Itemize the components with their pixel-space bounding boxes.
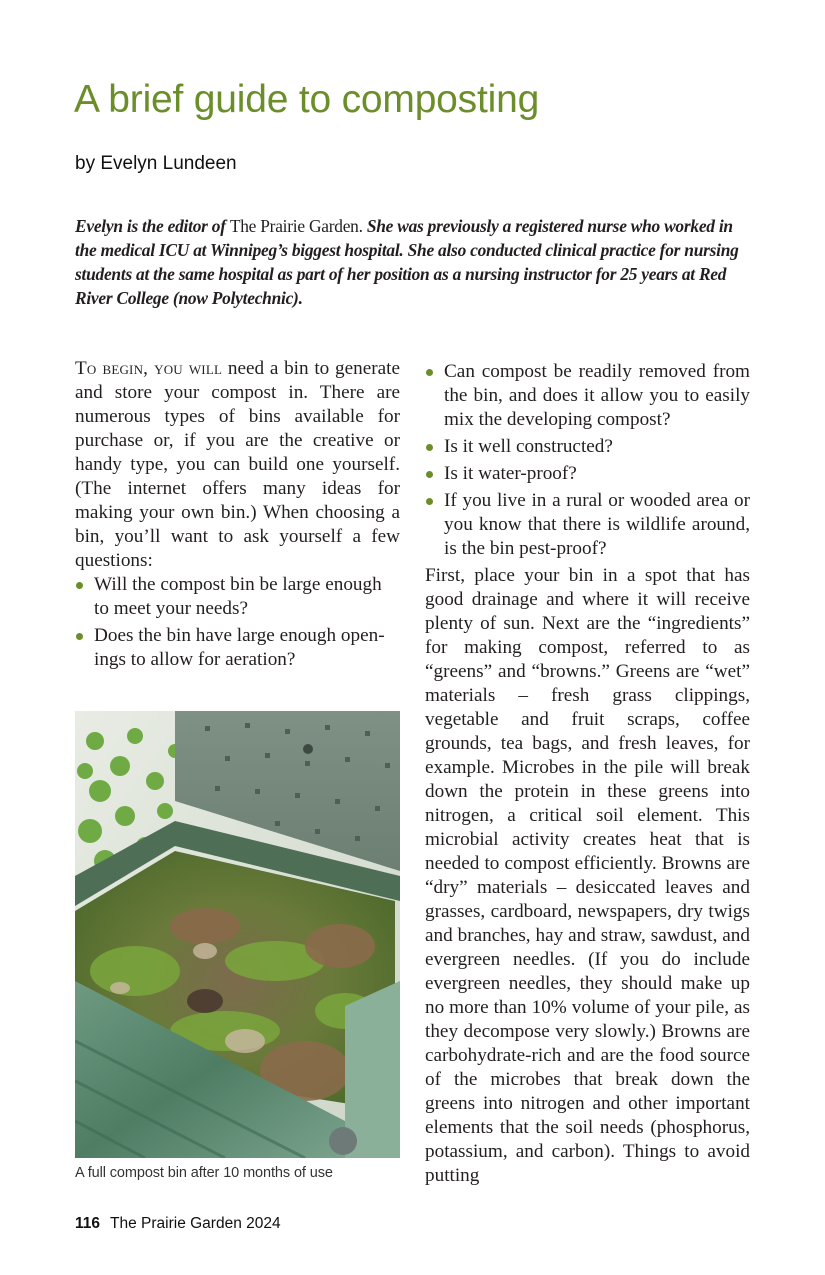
list-item: Is it well constructed? (425, 435, 750, 459)
list-item: Can compost be readily removed from the bin, and does it allow you to easily mix the developing compost? (425, 360, 750, 432)
bio-text-2: She was previously a registered nurse who worked in the medical ICU at Winnipeg’s biggest hospital. She also conducted clinical practice for nursing students at the same hospital as part of her position as a nursing instructor for 25 years at Red River College (now Polytechnic). (75, 216, 739, 308)
photo-caption: A full compost bin after 10 months of use (75, 1165, 333, 1181)
footer-publication: The Prairie Garden 2024 (110, 1215, 281, 1232)
left-column (75, 357, 400, 675)
list-item: If you live in a rural or wooded area or you know that there is wildlife around, is the bin pest-proof? (425, 489, 750, 561)
bullet-icon (426, 471, 433, 478)
bin-questions-list-right (425, 360, 750, 561)
body-paragraph: First, place your bin in a spot that has good drainage and where it will receive plenty of sun. Next are the “ingredients” for making compost, referred to as “greens” and “browns.” Greens are “wet” materials – fresh grass clippings, vegetable and fruit scraps, coffee grounds, tea bags, and fresh leaves, for example. Microbes in the pile will break down the protein in these greens into nitrogen, a critical soil element. This microbial activity creates heat that is needed to compost efficiently. Browns are “dry” materials – desiccated leaves and grasses, cardboard, newspapers, dry twigs and branches, hay and straw, sawdust, and evergreen needles. (If you do include evergreen needles, they should make up no more than 10% volume of your pile, as they decompose very slowly.) Browns are carbohydrate-rich and are the food source of the microbes that break down the greens into nitrogen and other important elements that the soil needs (phosphorus, potassium, and carbon). Things to avoid putting (425, 565, 750, 1186)
compost-bin-photo (75, 711, 400, 1158)
list-item: Does the bin have large enough openings to allow for aeration? (75, 624, 400, 672)
list-item: Will the compost bin be large enough to meet your needs? (75, 573, 400, 621)
page-footer (75, 1215, 281, 1233)
page-number: 116 (75, 1215, 101, 1232)
bullet-icon (76, 633, 83, 640)
bio-text-1: Evelyn is the editor of (75, 216, 230, 236)
author-bio (75, 214, 751, 310)
author-byline: by Evelyn Lundeen (75, 153, 237, 174)
intro-lead-in: To begin, you will (75, 358, 223, 379)
intro-text: need a bin to generate and store your compost in. There are numerous types of bins available for purchase or, if you are the creative or handy type, you can build one yourself. (The internet offers many ideas for making your own bin.) When choosing a bin, you’ll want to ask yourself a few questions: (75, 358, 400, 571)
article-title: A brief guide to composting (74, 78, 540, 121)
bullet-icon (426, 444, 433, 451)
right-column (425, 360, 750, 1188)
bio-publication-name: The Prairie Garden. (229, 216, 363, 236)
bullet-icon (76, 582, 83, 589)
bullet-icon (426, 498, 433, 505)
bullet-icon (426, 369, 433, 376)
list-item: Is it water-proof? (425, 462, 750, 486)
intro-paragraph (75, 357, 400, 573)
bin-questions-list-left (75, 573, 400, 672)
